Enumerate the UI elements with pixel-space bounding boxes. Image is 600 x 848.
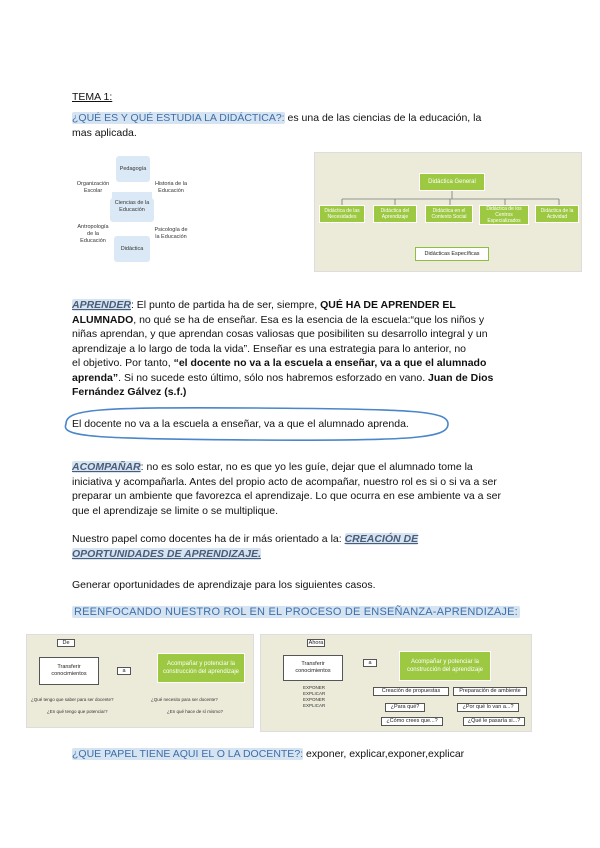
q1-text: es una de las ciencias de la educación, la: [284, 112, 482, 124]
panel-b-left: Transferir conocimientos: [283, 655, 343, 681]
panel-a-left: Transferir conocimientos: [39, 657, 99, 685]
panel-a-tag: De: [57, 639, 75, 647]
aprender-title: APRENDER: [72, 299, 131, 311]
node-psicologia: Psicología de la Educación: [152, 222, 190, 246]
rol-panel-b: [260, 634, 532, 732]
rol-panel-a: [26, 634, 254, 728]
aprender-l6a: aprenda”: [72, 371, 119, 384]
panel-b-b1: Creación de propuestas: [373, 687, 449, 696]
child-box-3: Didáctica en el Contexto Social: [425, 205, 473, 223]
didactica-diagram: [314, 152, 582, 272]
child-box-5: Didáctica de la Actividad: [535, 205, 579, 223]
node-center: Ciencias de la Educación: [110, 192, 154, 222]
node-pedagogia: Pedagogía: [116, 156, 150, 182]
aprender-paragraph: [72, 298, 542, 400]
node-organizacion: Organización Escolar: [74, 176, 112, 200]
q1-text2: mas aplicada.: [72, 126, 137, 139]
aprender-l6b: . Si no sucede esto último, sólo nos habremos esforzado en vano.: [118, 371, 429, 384]
quote-text: El docente no va a la escuela a enseñar, va a que el alumnado aprenda.: [72, 418, 409, 430]
papel-link2: OPORTUNIDADES DE APRENDIZAJE.: [72, 547, 262, 560]
panel-b-verb-4: EXPLICAR: [303, 703, 326, 708]
ciencias-diagram: [72, 152, 192, 264]
child-box-1: Didáctica de las Necesidades: [319, 205, 365, 223]
child-box-4: Didáctica de los Centros Especializados: [479, 205, 529, 225]
q2-heading: ¿QUE PAPEL TIENE AQUI EL O LA DOCENTE?:: [72, 748, 304, 760]
panel-b-b4: ¿Por qué lo van a...?: [457, 703, 519, 712]
panel-a-q2: ¿Qué necesito para ser docente?: [151, 697, 218, 702]
panel-a-arrow: a: [117, 667, 131, 675]
aprender-l2b: , no qué se ha de enseñar. Esa es la esencia de la escuela:“que los niños y: [133, 313, 485, 326]
q1-heading: ¿QUÉ ES Y QUÉ ESTUDIA LA DIDÁCTICA?:: [72, 112, 285, 124]
didactica-general-box: Didáctica General: [419, 173, 485, 191]
panel-b-b6: ¿Qué le pasaría si...?: [463, 717, 525, 726]
aprender-l1b: QUÉ HA DE APRENDER EL: [320, 299, 456, 311]
panel-b-verb-3: EXPONER: [303, 697, 326, 702]
acompanar-l3: preparar un ambiente que favorezca el aprendizaje. Lo que ocurra en ese ambiente va a ser: [72, 490, 502, 502]
panel-b-right: Acompañar y potenciar la construcción del aprendizaje: [399, 651, 491, 681]
acompanar-l4: que el aprendizaje se limite o se multiplique.: [72, 504, 279, 517]
papel-paragraph: [72, 532, 542, 561]
acompanar-l2: iniciativa y acompañarla. Antes del propio acto de acompañar, nuestro rol es si o si va a ser: [72, 475, 497, 488]
acompanar-paragraph: [72, 460, 542, 518]
aprender-l4: aprendizaje a lo largo de toda la vida”. Enseñar es una estrategia para lo anterior, no: [72, 342, 467, 355]
q2-text: exponer, explicar,exponer,explicar: [303, 748, 465, 760]
panel-a-right: Acompañar y potenciar la construcción del aprendizaje: [157, 653, 245, 683]
node-antropologia: Antropología de la Educación: [74, 222, 112, 246]
acompanar-title: ACOMPAÑAR: [72, 461, 141, 473]
aprender-l5b: “el docente no va a la escuela a enseñar, va a que el alumnado: [173, 357, 487, 369]
node-historia: Historia de la Educación: [152, 176, 190, 200]
didacticas-especificas-box: Didácticas Específicas: [415, 247, 489, 261]
node-didactica: Didáctica: [114, 236, 150, 262]
acompanar-l1: : no es solo estar, no es que yo les guíe, dejar que el alumnado tome la: [140, 461, 473, 473]
aprender-l2a: ALUMNADO: [72, 313, 134, 326]
panel-b-tag: Ahora: [308, 639, 324, 646]
papel-text: Nuestro papel como docentes ha de ir más orientado a la:: [72, 533, 345, 545]
panel-b-arrow: a: [363, 659, 377, 667]
panel-b-verb-2: EXPLICAR: [303, 691, 326, 696]
panel-b-b3: ¿Para qué?: [385, 703, 425, 712]
panel-a-q3: ¿En qué tengo que potenciar?: [47, 709, 108, 714]
panel-b-b2: Preparación de ambiente: [453, 687, 527, 696]
child-box-2: Didáctica del Aprendizaje: [373, 205, 417, 223]
panel-a-q1: ¿Qué tengo que saber para ser docente?: [31, 697, 114, 702]
aprender-l1a: : El punto de partida ha de ser, siempre,: [130, 299, 321, 311]
tema-title: TEMA 1:: [72, 91, 113, 103]
generar-text: Generar oportunidades de aprendizaje para los siguientes casos.: [72, 579, 376, 591]
aprender-l5a: el objetivo. Por tanto,: [72, 357, 174, 369]
q1-paragraph: [72, 111, 532, 140]
papel-link1: CREACIÓN DE: [344, 533, 419, 545]
panel-b-b5: ¿Cómo crees que...?: [381, 717, 443, 726]
q2-paragraph: [72, 747, 542, 762]
panel-b-verb-1: EXPONER: [303, 685, 326, 690]
reenfocando-heading: REENFOCANDO NUESTRO ROL EN EL PROCESO DE ENSEÑANZA-APRENDIZAJE:: [74, 606, 518, 618]
aprender-l7: Fernández Gálvez (s.f.): [72, 386, 187, 398]
aprender-l6c: Juan de Dios: [428, 371, 494, 384]
aprender-l3: niñas aprendan, y que aprendan cosas valiosas que posibiliten su desarrollo integral y un: [72, 328, 488, 340]
panel-a-q4: ¿En qué hace de sí mismo?: [167, 709, 224, 714]
